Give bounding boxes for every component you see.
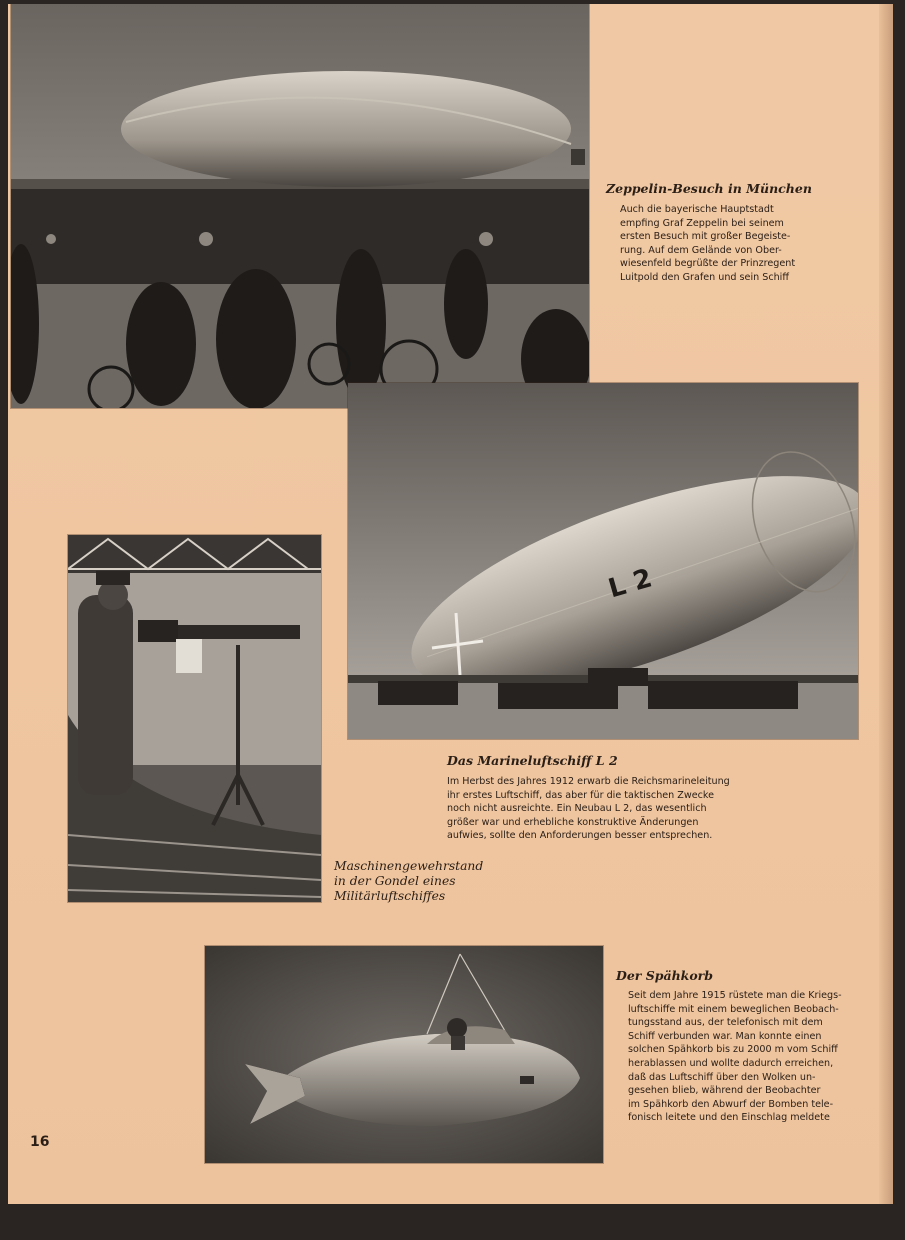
caption-body-spaehkorb <box>628 989 853 1125</box>
caption-line: wiesenfeld begrüßte der Prinzregent <box>620 258 796 270</box>
caption-title-l2: Das Marineluftschiff L 2 <box>447 753 618 768</box>
caption-line: rung. Auf dem Gelände von Ober- <box>620 244 782 256</box>
caption-body-muenchen <box>620 203 836 285</box>
caption-maschinengewehrstand <box>334 859 483 904</box>
caption-line: größer war und erhebliche konstruktive Änderungen <box>447 816 699 828</box>
caption-line: herablassen und wollte dadurch erreichen, <box>628 1057 834 1069</box>
caption-line: solchen Spähkorb bis zu 2000 m vom Schiff <box>628 1044 838 1056</box>
photo-marineluftschiff-l2 <box>348 383 858 739</box>
caption-line: in der Gondel eines <box>334 874 456 888</box>
caption-body-l2 <box>447 775 753 843</box>
magazine-page <box>8 4 893 1204</box>
page-number: 16 <box>30 1134 50 1150</box>
caption-line: tungsstand aus, der telefonisch mit dem <box>628 1017 823 1029</box>
caption-line: Auch die bayerische Hauptstadt <box>620 204 774 215</box>
caption-title-spaehkorb: Der Spähkorb <box>616 968 714 983</box>
caption-line: luftschiffe mit einem beweglichen Beobach- <box>628 1003 839 1015</box>
page-edge <box>879 4 893 1204</box>
photo-spaehkorb <box>205 946 603 1163</box>
caption-line: Militärluftschiffes <box>334 889 446 903</box>
caption-line: im Spähkorb den Abwurf der Bomben tele- <box>628 1098 834 1110</box>
photo-maschinengewehrstand <box>68 535 321 902</box>
caption-line: aufwies, sollte den Anforderungen besser entsprechen. <box>447 830 713 842</box>
caption-line: daß das Luftschiff über den Wolken un- <box>628 1071 816 1083</box>
caption-line: Maschinengewehrstand <box>334 859 484 873</box>
caption-line: noch nicht ausreichte. Ein Neubau L 2, das wesentlich <box>447 803 707 815</box>
photo-zeppelin-muenchen <box>11 4 589 408</box>
caption-line: gesehen blieb, während der Beobachter <box>628 1085 821 1097</box>
caption-line: Luitpold den Grafen und sein Schiff <box>620 271 789 283</box>
l2-hull-marking: L 2 <box>605 563 656 605</box>
caption-line: ihr erstes Luftschiff, das aber für die taktischen Zwecke <box>447 789 715 801</box>
caption-line: Seit dem Jahre 1915 rüstete man die Kriegs- <box>628 990 842 1001</box>
caption-line: fonisch leitete und den Einschlag meldete <box>628 1112 830 1124</box>
caption-line: ersten Besuch mit großer Begeiste- <box>620 231 791 243</box>
caption-title-muenchen: Zeppelin-Besuch in München <box>606 181 812 196</box>
caption-line: Schiff verbunden war. Man konnte einen <box>628 1030 822 1042</box>
caption-line: empfing Graf Zeppelin bei seinem <box>620 217 784 229</box>
caption-line: Im Herbst des Jahres 1912 erwarb die Reichsmarineleitung <box>447 776 730 787</box>
